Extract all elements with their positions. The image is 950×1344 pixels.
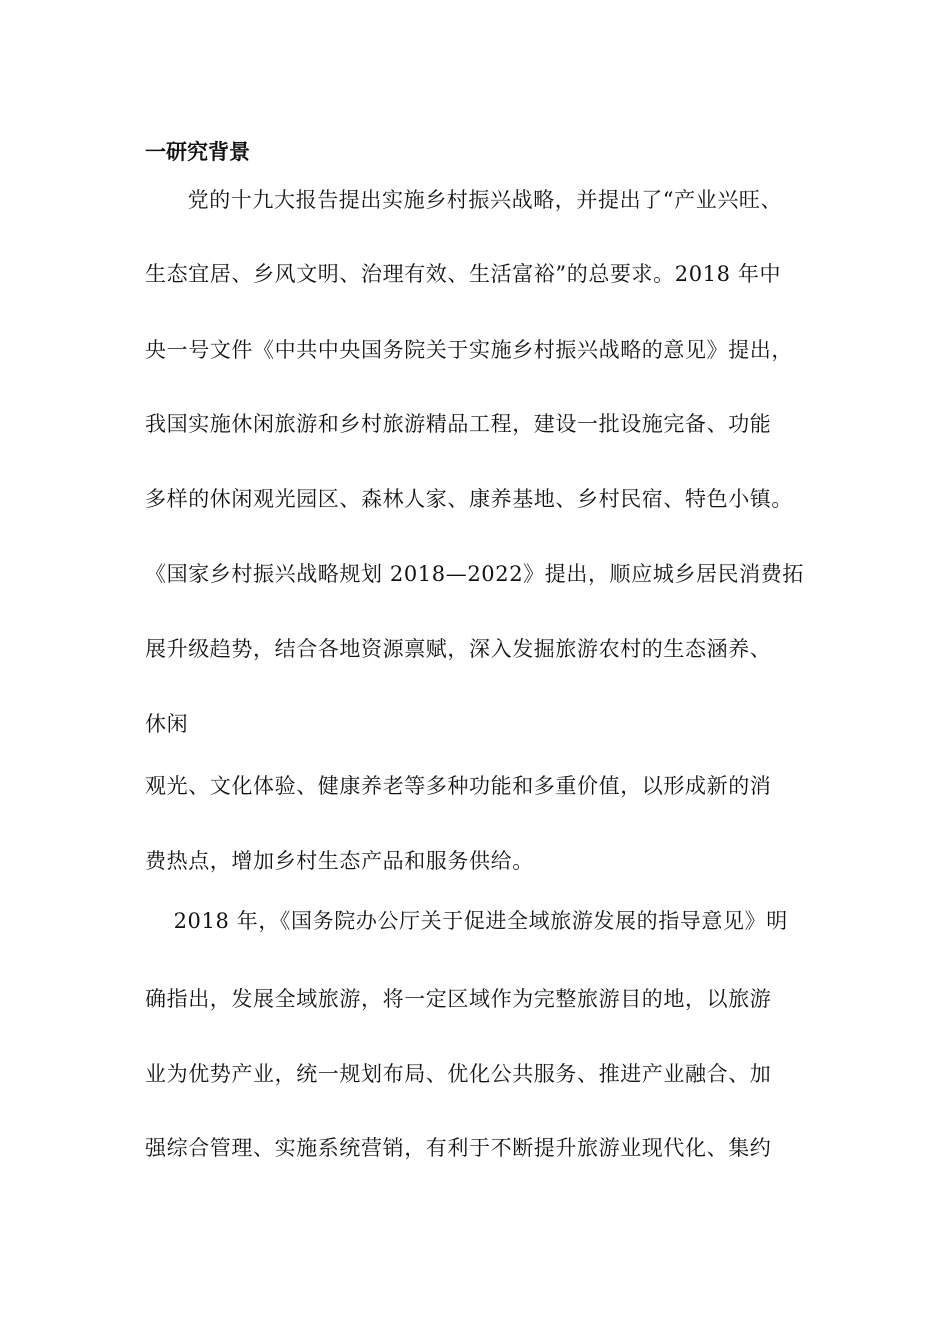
paragraph-line: 强综合管理、实施系统营销，有利于不断提升旅游业现代化、集约 bbox=[145, 1136, 772, 1160]
paragraph-line: 休闲 bbox=[145, 712, 189, 736]
paragraph-line: 我国实施休闲旅游和乡村旅游精品工程，建设一批设施完备、功能 bbox=[145, 412, 772, 436]
paragraph-line: 《国家乡村振兴战略规划 2018—2022》提出，顺应城乡居民消费拓 bbox=[145, 562, 804, 586]
paragraph-line: 央一号文件《中共中央国务院关于实施乡村振兴战略的意见》提出， bbox=[145, 338, 793, 362]
paragraph-line: 党的十九大报告提出实施乡村振兴战略，并提出了“产业兴旺、 bbox=[166, 188, 783, 212]
paragraph-line: 业为优势产业，统一规划布局、优化公共服务、推进产业融合、加 bbox=[145, 1062, 772, 1086]
paragraph-line: 生态宜居、乡风文明、治理有效、生活富裕”的总要求。2018 年中 bbox=[145, 262, 782, 286]
paragraph-line: 多样的休闲观光园区、森林人家、康养基地、乡村民宿、特色小镇。 bbox=[145, 487, 793, 511]
paragraph-line: 展升级趋势，结合各地资源禀赋，深入发掘旅游农村的生态涵养、 bbox=[145, 637, 772, 661]
section-heading: 一研究背景 bbox=[145, 139, 250, 164]
paragraph-line: 确指出，发展全域旅游，将一定区域作为完整旅游目的地，以旅游 bbox=[145, 987, 772, 1011]
paragraph-line: 2018 年，《国务院办公厅关于促进全域旅游发展的指导意见》明 bbox=[152, 909, 788, 933]
paragraph-line: 观光、文化体验、健康养老等多种功能和多重价值，以形成新的消 bbox=[145, 774, 772, 798]
paragraph-line: 费热点，增加乡村生态产品和服务供给。 bbox=[145, 849, 534, 873]
